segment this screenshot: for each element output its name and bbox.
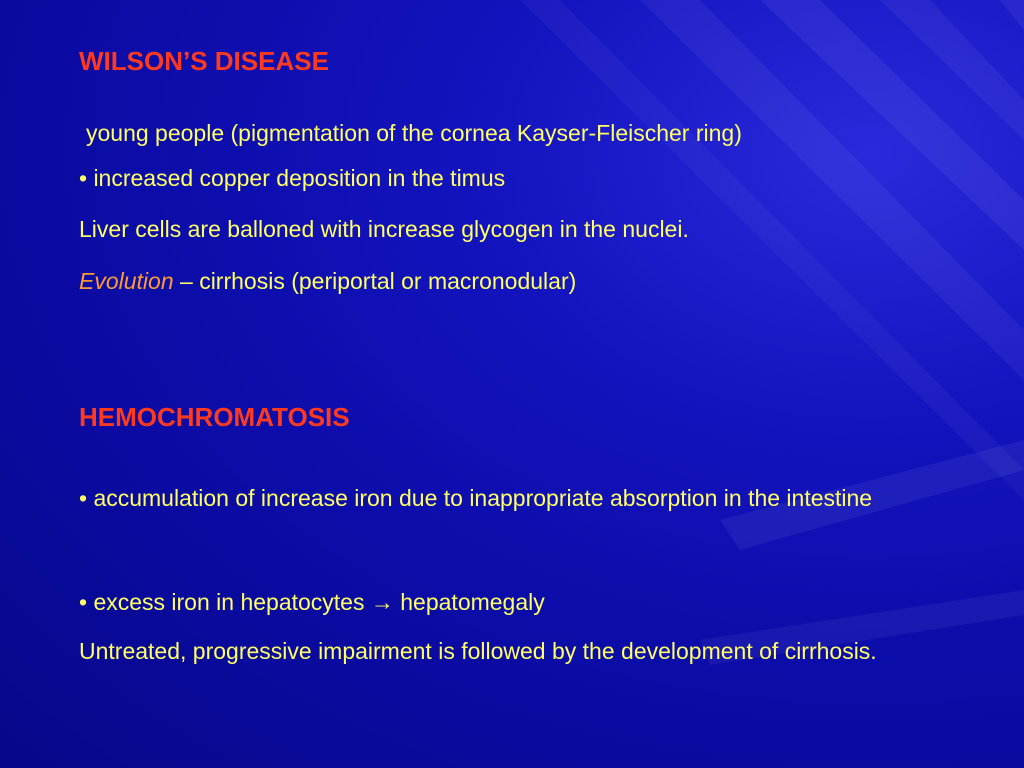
hemo-line-hepatomegaly: • excess iron in hepatocytes → hepatomegaly	[79, 589, 545, 615]
hemo-paragraph-untreated: Untreated, progressive impairment is followed by the development of cirrhosis.	[79, 638, 877, 664]
wilson-evolution-line	[79, 268, 576, 294]
wilson-heading: WILSON’S DISEASE	[79, 46, 329, 76]
wilson-line-copper-deposition: • increased copper deposition in the timus	[79, 165, 506, 191]
evolution-label: Evolution	[79, 268, 174, 294]
hemo-paragraph-iron-accumulation: • accumulation of increase iron due to inappropriate absorption in the intestine	[79, 485, 873, 511]
hemochromatosis-heading: HEMOCHROMATOSIS	[79, 402, 350, 432]
evolution-description: – cirrhosis (periportal or macronodular)	[173, 268, 577, 294]
wilson-line-liver-cells: Liver cells are balloned with increase glycogen in the nuclei.	[79, 216, 689, 242]
wilson-line-young-people: young people (pigmentation of the cornea Kayser-Fleischer ring)	[86, 120, 742, 146]
